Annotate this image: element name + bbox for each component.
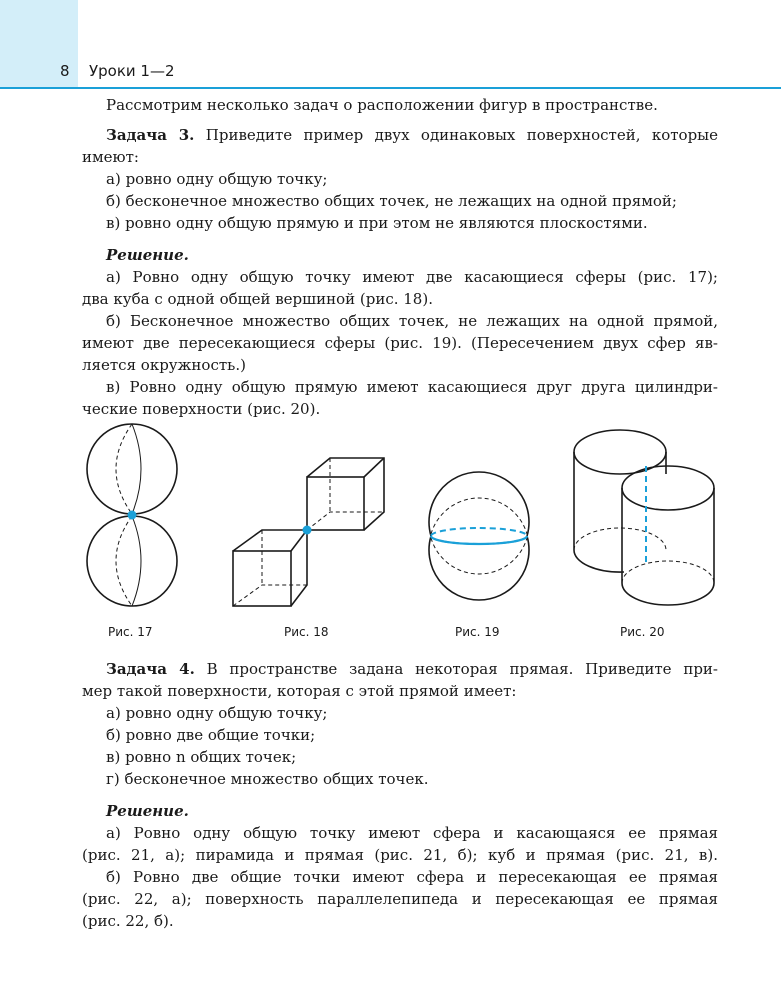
solution3-line: два куба с одной общей вершиной (рис. 18). (82, 290, 433, 308)
page-header (0, 60, 781, 86)
solution4-line: (рис. 22, а); поверхность параллелепипеда и пересекающая ее прямая (82, 890, 718, 908)
header-rule (0, 87, 781, 89)
task4-line2: мер такой поверхности, которая с этой прямой имеет: (82, 682, 517, 700)
solution3-line: ческие поверхности (рис. 20). (82, 400, 321, 418)
caption-fig19: Рис. 19 (455, 625, 500, 639)
solution4-line: б) Ровно две общие точки имеют сфера и пересекающая ее прямая (106, 868, 718, 886)
figure-17-tangent-spheres (87, 424, 177, 606)
task4-label: Задача 4. (106, 660, 195, 678)
solution3-line: ляется окружность.) (82, 356, 246, 374)
solution3-label: Решение. (106, 246, 189, 264)
figure-18-cubes (233, 458, 384, 606)
figure-19-intersecting-spheres (429, 472, 529, 600)
solution4-line: (рис. 22, б). (82, 912, 174, 930)
task3-line2: имеют: (82, 148, 139, 166)
shared-vertex (303, 526, 312, 535)
solution3-line: б) Бесконечное множество общих точек, не лежащих на одной прямой, (106, 312, 718, 330)
figure-20-cylinders (574, 430, 714, 605)
task4-item-c: в) ровно n общих точек; (106, 748, 297, 766)
intro-text: Рассмотрим несколько задач о расположении фигур в пространстве. (106, 96, 658, 114)
task3-item-c: в) ровно одну общую прямую и при этом не являются плоскостями. (106, 214, 648, 232)
task4-item-b: б) ровно две общие точки; (106, 726, 316, 744)
solution4-label: Решение. (106, 802, 189, 820)
caption-fig18: Рис. 18 (284, 625, 329, 639)
chapter-title: Уроки 1—2 (89, 62, 175, 80)
caption-fig20: Рис. 20 (620, 625, 665, 639)
task4-item-d: г) бесконечное множество общих точек. (106, 770, 429, 788)
task3-item-b: б) бесконечное множество общих точек, не лежащих на одной прямой; (106, 192, 677, 210)
task4-item-a: а) ровно одну общую точку; (106, 704, 328, 722)
page-number: 8 (60, 62, 70, 80)
task3-label: Задача 3. (106, 126, 195, 144)
tangent-point (128, 511, 137, 520)
task4-line1: Задача 4. В пространстве задана некоторая прямая. Приведите при- (106, 660, 718, 678)
solution4-line: а) Ровно одну общую точку имеют сфера и касающаяся ее прямая (106, 824, 718, 842)
solution3-line: имеют две пересекающиеся сферы (рис. 19). (Пересечением двух сфер яв- (82, 334, 718, 352)
figures-row (60, 420, 760, 650)
caption-fig17: Рис. 17 (108, 625, 153, 639)
solution3-line: а) Ровно одну общую точку имеют две касающиеся сферы (рис. 17); (106, 268, 718, 286)
task4-block (82, 658, 718, 932)
task3-item-a: а) ровно одну общую точку; (106, 170, 328, 188)
task3-line1: Задача 3. Приведите пример двух одинаковых поверхностей, которые (106, 126, 718, 144)
solution4-line: (рис. 21, а); пирамида и прямая (рис. 21, б); куб и прямая (рис. 21, в). (82, 846, 718, 864)
solution3-line: в) Ровно одну общую прямую имеют касающиеся друг друга цилиндри- (106, 378, 718, 396)
task3-block (82, 94, 718, 420)
